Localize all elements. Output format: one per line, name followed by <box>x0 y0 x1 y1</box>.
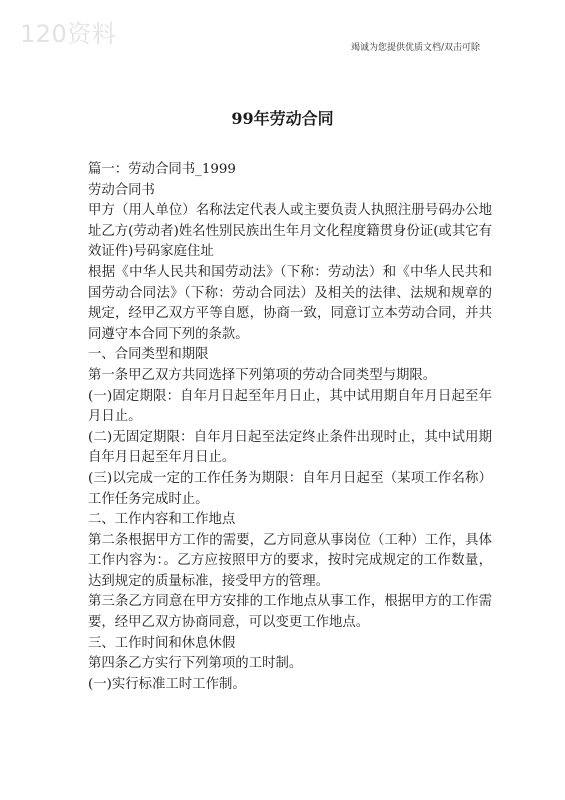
paragraph: 第二条根据甲方工作的需要，乙方同意从事岗位（工种）工作，具体工作内容为：。乙方应按照甲方的要求，按时完成规定的工作数量，达到规定的质量标准，接受甲方的管理。 <box>88 532 492 589</box>
section-heading: 一、合同类型和期限 <box>88 347 209 363</box>
paragraph: (一)实行标准工时工作制。 <box>88 676 246 692</box>
paragraph: (二)无固定期限：自年月日起至法定终止条件出现时止，其中试用期自年月日起至年月日止。 <box>88 429 492 466</box>
paragraph: (三)以完成一定的工作任务为期限：自年月日起至（某项工作名称）工作任务完成时止。 <box>88 470 492 507</box>
paragraph: (一)固定期限：自年月日起至年月日止，其中试用期自年月日起至年月日止。 <box>88 388 492 425</box>
paragraph: 第四条乙方实行下列第项的工时制。 <box>88 656 303 672</box>
paragraph: 第一条甲乙双方共同选择下列第项的劳动合同类型与期限。 <box>88 367 437 383</box>
paragraph: 第三条乙方同意在甲方安排的工作地点从事工作，根据甲方的工作需要，经甲乙双方协商同意，可以变更工作地点。 <box>88 594 492 631</box>
section-heading: 二、工作内容和工作地点 <box>88 512 236 528</box>
paragraph: 甲方（用人单位）名称法定代表人或主要负责人执照注册号码办公地址乙方(劳动者)姓名性别民族出生年月文化程度籍贯身份证(或其它有效证件)号码家庭住址 <box>88 203 492 260</box>
document-title: 99年劳动合同 <box>231 109 334 128</box>
section-heading: 三、工作时间和休息休假 <box>88 635 236 651</box>
watermark-logo: 120资料 <box>20 20 117 48</box>
document-body <box>88 160 492 695</box>
paragraph: 根据《中华人民共和国劳动法》（下称：劳动法）和《中华人民共和国劳动合同法》（下称：劳动合同法）及相关的法律、法规和规章的规定，经甲乙双方平等自愿，协商一致，同意订立本劳动合同，并共同遵守本合同下列的条款。 <box>88 264 492 342</box>
header-note: 竭诚为您提供优质文档/双击可除 <box>350 43 480 53</box>
paragraph: 劳动合同书 <box>88 182 155 198</box>
paragraph: 篇一：劳动合同书_1999 <box>88 162 236 177</box>
